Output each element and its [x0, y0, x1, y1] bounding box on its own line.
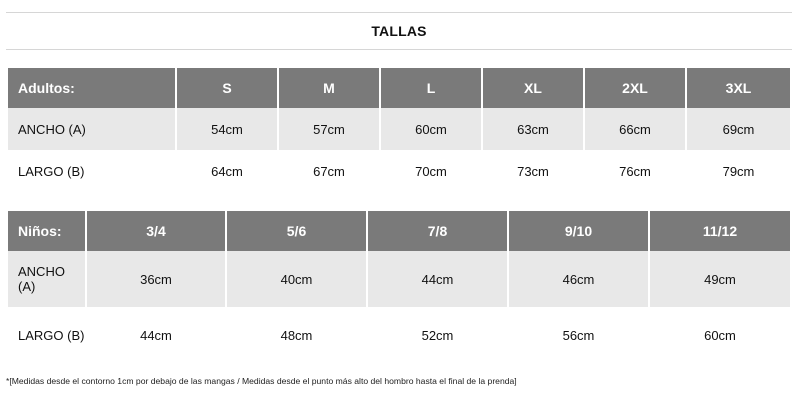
- size-header-m: M: [278, 68, 380, 108]
- table-header-label: Adultos:: [8, 68, 176, 108]
- size-header-11-12: 11/12: [649, 211, 790, 251]
- table-cell: 67cm: [278, 150, 380, 192]
- table-cell: 54cm: [176, 108, 278, 150]
- table-header-row: [8, 68, 790, 108]
- size-header-7-8: 7/8: [367, 211, 508, 251]
- size-header-9-10: 9/10: [508, 211, 649, 251]
- table-cell: 49cm: [649, 251, 790, 307]
- adult-size-table: [8, 68, 790, 192]
- size-header-3xl: 3XL: [686, 68, 790, 108]
- size-header-s: S: [176, 68, 278, 108]
- row-label: ANCHO (A): [8, 108, 176, 150]
- table-cell: 66cm: [584, 108, 686, 150]
- row-label: ANCHO (A): [8, 251, 86, 307]
- table-cell: 60cm: [649, 307, 790, 363]
- table-cell: 70cm: [380, 150, 482, 192]
- table-cell: 76cm: [584, 150, 686, 192]
- table-header-row: [8, 211, 790, 251]
- size-header-l: L: [380, 68, 482, 108]
- table-cell: 63cm: [482, 108, 584, 150]
- size-header-5-6: 5/6: [226, 211, 367, 251]
- table-cell: 52cm: [367, 307, 508, 363]
- table-header-label: Niños:: [8, 211, 86, 251]
- page-title: TALLAS: [6, 12, 792, 50]
- table-cell: 60cm: [380, 108, 482, 150]
- table-cell: 36cm: [86, 251, 226, 307]
- table-cell: 79cm: [686, 150, 790, 192]
- row-label: LARGO (B): [8, 307, 86, 363]
- table-cell: 48cm: [226, 307, 367, 363]
- table-row: [8, 251, 790, 307]
- size-header-3-4: 3/4: [86, 211, 226, 251]
- table-cell: 40cm: [226, 251, 367, 307]
- table-cell: 56cm: [508, 307, 649, 363]
- table-cell: 44cm: [367, 251, 508, 307]
- table-row: [8, 307, 790, 363]
- table-row: [8, 108, 790, 150]
- table-cell: 44cm: [86, 307, 226, 363]
- table-cell: 69cm: [686, 108, 790, 150]
- size-header-2xl: 2XL: [584, 68, 686, 108]
- table-cell: 46cm: [508, 251, 649, 307]
- kids-size-table: [8, 211, 790, 363]
- table-row: [8, 150, 790, 192]
- table-cell: 64cm: [176, 150, 278, 192]
- table-cell: 73cm: [482, 150, 584, 192]
- row-label: LARGO (B): [8, 150, 176, 192]
- measurement-footnote: *[Medidas desde el contorno 1cm por debajo de las mangas / Medidas desde el punto más alto del hombro hasta el final de la prenda]: [6, 376, 517, 386]
- size-header-xl: XL: [482, 68, 584, 108]
- table-cell: 57cm: [278, 108, 380, 150]
